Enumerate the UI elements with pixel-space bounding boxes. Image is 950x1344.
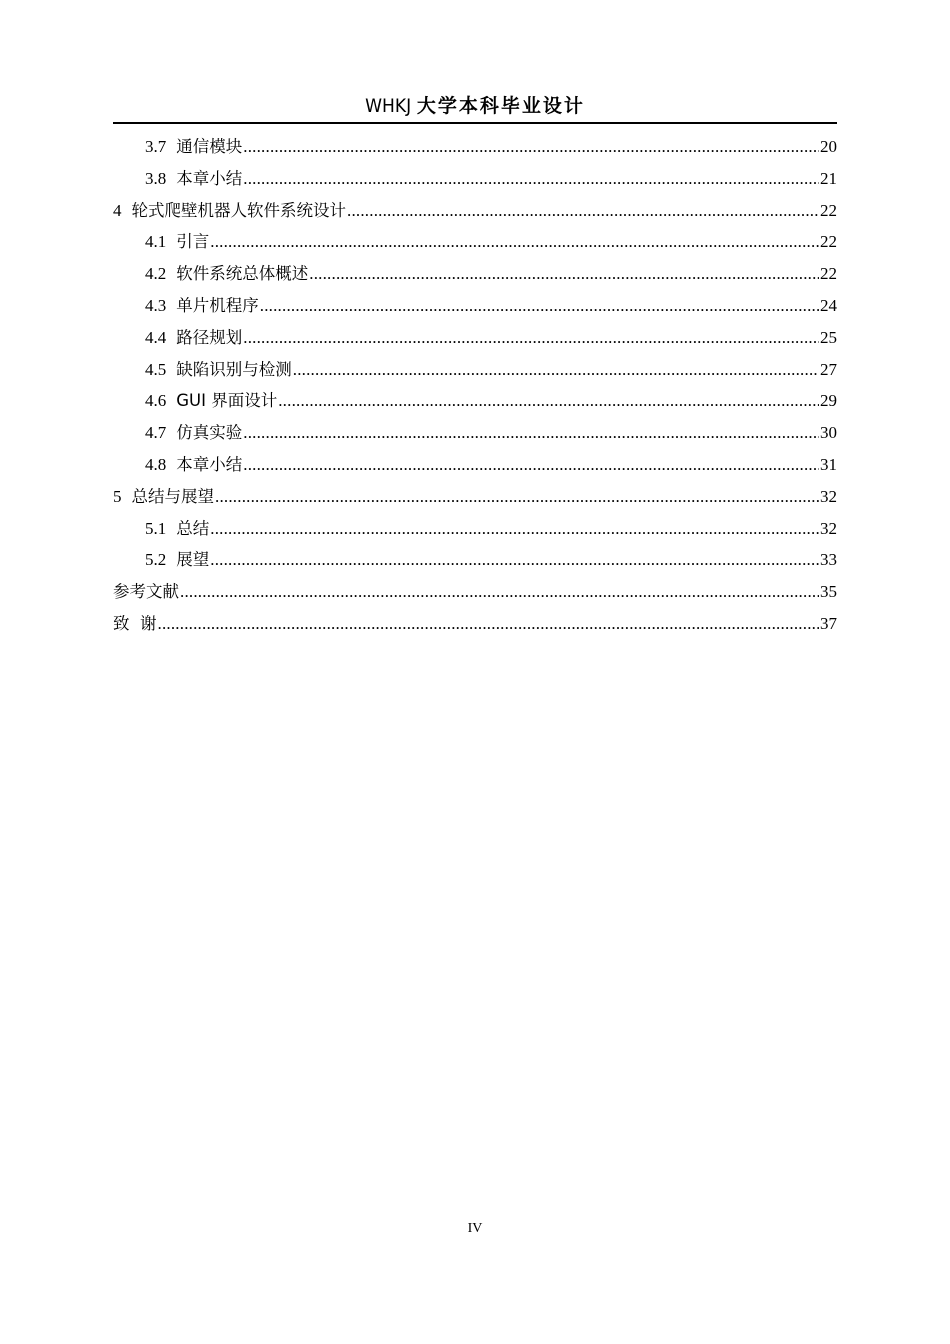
- toc-entry[interactable]: [113, 385, 837, 417]
- toc-entry-title: 引言: [176, 232, 210, 252]
- toc-entry-number: 4.2: [145, 264, 167, 284]
- toc-entry-page: 30: [820, 423, 837, 443]
- toc-entry-number: 4.5: [145, 359, 167, 379]
- toc-dot-leader: [215, 481, 819, 513]
- toc-entry[interactable]: [113, 354, 837, 386]
- toc-entry-title: 致 谢: [113, 613, 157, 633]
- toc-dot-leader: [210, 513, 819, 545]
- toc-entry-number: 4.6: [145, 391, 167, 411]
- toc-entry-page: 25: [820, 327, 837, 347]
- toc-entry-number: 3.7: [145, 137, 167, 156]
- page-number: IV: [467, 1221, 483, 1236]
- toc-entry-page: 37: [820, 613, 837, 633]
- toc-entry[interactable]: [113, 163, 837, 195]
- toc-entry[interactable]: [113, 290, 837, 322]
- toc-entry-number: 5.1: [145, 518, 167, 538]
- toc-entry-title: GUI 界面设计: [176, 391, 278, 411]
- toc-entry-page: 27: [820, 359, 837, 379]
- toc-dot-leader: [243, 449, 819, 481]
- table-of-contents: [113, 131, 837, 640]
- toc-entry-number: 4.8: [145, 454, 167, 474]
- toc-dot-leader: [309, 258, 819, 290]
- toc-entry-title: 总结与展望: [131, 486, 214, 506]
- page-header: [113, 92, 837, 124]
- toc-entry-page: 31: [820, 454, 837, 474]
- toc-entry[interactable]: [113, 544, 837, 576]
- toc-entry-number: 3.8: [145, 168, 167, 188]
- toc-entry-page: 22: [820, 200, 837, 220]
- toc-entry-title: 总结: [176, 518, 210, 538]
- toc-entry-title: 展望: [176, 550, 210, 570]
- toc-entry-number: 4.7: [145, 423, 167, 443]
- toc-entry-number: 4.3: [145, 295, 167, 315]
- toc-entry-page: 32: [820, 518, 837, 538]
- toc-entry-title: 本章小结: [176, 168, 243, 188]
- toc-entry-title: 路径规划: [176, 327, 243, 347]
- toc-entry-page: 33: [820, 550, 837, 570]
- toc-entry[interactable]: [113, 513, 837, 545]
- header-title: 大学本科毕业设计: [416, 95, 585, 117]
- toc-dot-leader: [210, 226, 819, 258]
- toc-entry-title: 软件系统总体概述: [176, 264, 309, 284]
- toc-dot-leader: [243, 131, 819, 163]
- toc-entry[interactable]: [113, 576, 837, 608]
- toc-entry[interactable]: [113, 322, 837, 354]
- toc-entry[interactable]: [113, 481, 837, 513]
- toc-entry-title: 仿真实验: [176, 423, 243, 443]
- toc-entry-title: 轮式爬壁机器人软件系统设计: [131, 200, 346, 220]
- toc-entry-page: 21: [820, 168, 837, 188]
- toc-entry-title: 本章小结: [176, 454, 243, 474]
- toc-entry-number: 4.4: [145, 327, 167, 347]
- toc-dot-leader: [278, 385, 819, 417]
- toc-entry[interactable]: [113, 417, 837, 449]
- toc-entry-title: 单片机程序: [176, 295, 259, 315]
- toc-dot-leader: [180, 576, 819, 608]
- toc-entry[interactable]: [113, 258, 837, 290]
- toc-entry-number: 4.1: [145, 232, 167, 252]
- toc-entry-title: 参考文献: [113, 582, 179, 602]
- header-code: WHKJ: [365, 95, 412, 117]
- toc-entry-page: 20: [820, 137, 837, 156]
- toc-dot-leader: [260, 290, 819, 322]
- toc-dot-leader: [210, 544, 819, 576]
- toc-dot-leader: [243, 322, 819, 354]
- toc-entry[interactable]: [113, 131, 837, 163]
- toc-entry-page: 24: [820, 295, 837, 315]
- toc-entry-number: 5.2: [145, 550, 167, 570]
- toc-dot-leader: [347, 195, 819, 227]
- toc-dot-leader: [243, 163, 819, 195]
- toc-entry-page: 22: [820, 232, 837, 252]
- toc-entry-page: 29: [820, 391, 837, 411]
- toc-entry-page: 35: [820, 582, 837, 602]
- toc-entry[interactable]: [113, 195, 837, 227]
- toc-entry-page: 32: [820, 486, 837, 506]
- toc-entry-title: 缺陷识别与检测: [176, 359, 292, 379]
- toc-dot-leader: [243, 417, 819, 449]
- toc-entry[interactable]: [113, 608, 837, 640]
- toc-entry-page: 22: [820, 264, 837, 284]
- toc-dot-leader: [158, 608, 820, 640]
- toc-entry-title: 通信模块: [176, 137, 243, 156]
- toc-entry[interactable]: [113, 449, 837, 481]
- toc-entry-number: 4: [113, 200, 122, 220]
- toc-entry-number: 5: [113, 486, 122, 506]
- toc-entry[interactable]: [113, 226, 837, 258]
- toc-dot-leader: [293, 354, 819, 386]
